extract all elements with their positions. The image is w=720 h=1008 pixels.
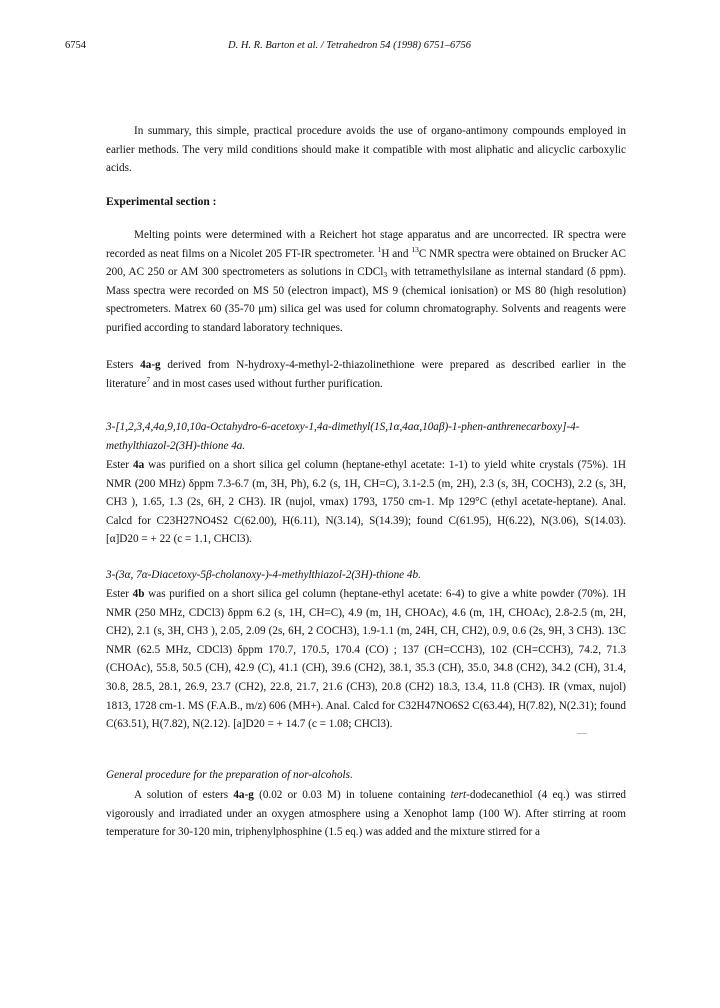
- compound-4a-body: [106, 456, 626, 549]
- compound-4a-data: 1H NMR (200 MHz) δppm 7.3-6.7 (m, 3H, Ph), 6.2 (s, 1H, CH=C), 3.1-2.5 (m, 2H), 2.3 (s, 3H, COCH3), 2.2 (s, 3H, CH3 ), 1.65, 1.3 (2s, 6H, 2 CH3). IR (nujol, vmax) 1793, 1750 cm-1. Mp 129°C (ethyl acetate-heptane). Anal. Calcd for C23H27NO4S2 C(62.00), H(6.11), N(3.14), S(14.39); found C(61.95), H(6.22), N(3.06), S(14.03). [α]D20 = + 22 (c = 1.1, CHCl3).: [106, 459, 626, 546]
- ester-4a-id: 4a: [132, 459, 145, 471]
- exp-text-c: C NMR spectra were obtained on Brucker AC 200, AC 250 or AM 300 spectrometers as solutions in CDCl: [106, 247, 626, 279]
- c13-superscript: 13: [411, 244, 419, 254]
- gp-text-b: (0.02 or 0.03 M) in toluene containing: [253, 789, 451, 801]
- compound-ids: 4a-g: [140, 359, 161, 371]
- separator-mark: [577, 733, 587, 734]
- general-procedure-body: [106, 786, 626, 842]
- ester-4a-purification: was purified on a short silica gel column (heptane-ethyl acetate: 1-1) to yield white crystals (75%).: [144, 459, 609, 471]
- h-superscript: 1: [377, 244, 382, 254]
- ester-4a-label: Ester: [106, 459, 133, 471]
- experimental-paragraph-2: [106, 356, 626, 393]
- experimental-paragraph-1: [106, 226, 626, 338]
- ester-4b-label: Ester: [106, 588, 133, 600]
- compound-4b-title: 3-(3α, 7α-Diacetoxy-5β-cholanoxy-)-4-methylthiazol-2(3H)-thione 4b.: [106, 569, 421, 581]
- p2-text-c: and in most cases used without further purification.: [150, 377, 383, 390]
- gp-tert: tert: [450, 789, 467, 801]
- exp-text-a: Melting points were determined with a Reichert hot stage apparatus and are uncorrected. IR spectra were recorded as neat films on a Nicolet 205 FT-IR spectrometer.: [106, 229, 626, 260]
- general-procedure-title: General procedure for the preparation of nor-alcohols.: [106, 769, 353, 781]
- p2-text-a: Esters: [106, 359, 141, 371]
- compound-4b-body: [106, 585, 626, 734]
- gp-text-c: -dodecanethiol (4 eq.) was stirred vigorously and irradiated under an oxygen atmosphere using a Xenophot lamp (100 W). After stirring at room temperature for 30-120 min, triphenylphosphine (1.5 eq.) was added and the mixture stirred for a: [106, 789, 627, 839]
- ester-4b-id: 4b: [132, 588, 145, 600]
- ester-4b-purification: was purified on a short silica gel column (heptane-ethyl acetate: 6-4) to give a white powder (70%).: [144, 588, 609, 600]
- gp-compound-ids: 4a-g: [233, 789, 254, 801]
- p2-text-b: derived from N-hydroxy-4-methyl-2-thiazolinethione were prepared as described earlier in the literature: [106, 359, 627, 390]
- cdcl3-subscript: 3: [383, 270, 388, 280]
- exp-text-d: with tetramethylsilane as internal standard (δ ppm). Mass spectra were recorded on MS 50 (electron impact), MS 9 (chemical ionisation) or MS 80 (high resolution) spectrometers. Matrex 60 (35-70 μm) silica gel was used for column chromatography. Solvents and reagents were purified according to standard laboratory techniques.: [106, 266, 626, 334]
- page-number: 6754: [65, 40, 86, 51]
- compound-4b-data: 1H NMR (250 MHz, CDCl3) δppm 6.2 (s, 1H, CH=C), 4.9 (m, 1H, CHOAc), 4.6 (m, 1H, CHOAc), 2.8-2.5 (m, 2H, CH2), 2.1 (s, 3H, CH3 ), 2.05, 2.09 (2s, 6H, 2 COCH3), 1.9-1.1 (m, 24H, CH, CH2), 0.9, 0.6 (2s, 9H, 3 CH3). 13C NMR (62.5 MHz, CDCl3) δppm 170.7, 170.5, 170.4 (CO) ; 137 (CH=CCH3), 102 (CH=CCH3), 74.2, 71.3 (CHOAc), 55.8, 50.5 (CH), 42.9 (C), 41.1 (CH), 39.6 (CH2), 38.1, 35.3 (CH), 35.0, 34.8 (CH2), 34.2 (CH), 31.4, 30.8, 28.5, 28.1, 26.9, 23.7 (CH2), 22.8, 21.7, 21.6 (CH3), 20.8 (CH2) 18.3, 13.4, 11.8 (CH3). IR (vmax, nujol) 1813, 1728 cm-1. MS (F.A.B., m/z) 606 (MH+). Anal. Calcd for C32H47NO6S2 C(63.44), H(7.82), N(2.31); found C(63.51), H(7.82), N(2.12). [a]D20 = + 14.7 (c = 1.08; CHCl3).: [106, 588, 627, 731]
- summary-paragraph: In summary, this simple, practical procedure avoids the use of organo-antimony compounds employed in earlier methods. The very mild conditions should make it compatible with most aliphatic and alicyclic carboxylic acids.: [106, 125, 626, 175]
- gp-text-a: A solution of esters: [134, 789, 234, 801]
- exp-text-b: H and: [381, 247, 412, 260]
- running-title: D. H. R. Barton et al. / Tetrahedron 54 (1998) 6751–6756: [228, 40, 472, 51]
- reference-7: 7: [146, 374, 151, 384]
- experimental-heading: Experimental section :: [106, 196, 217, 208]
- compound-4a-title: 3-[1,2,3,4,4a,9,10,10a-Octahydro-6-acetoxy-1,4a-dimethyl(1S,1α,4aα,10aβ)-1-phen-anthrenecarboxy]-4-methylthiazol-2(3H)-thione 4a.: [106, 421, 580, 452]
